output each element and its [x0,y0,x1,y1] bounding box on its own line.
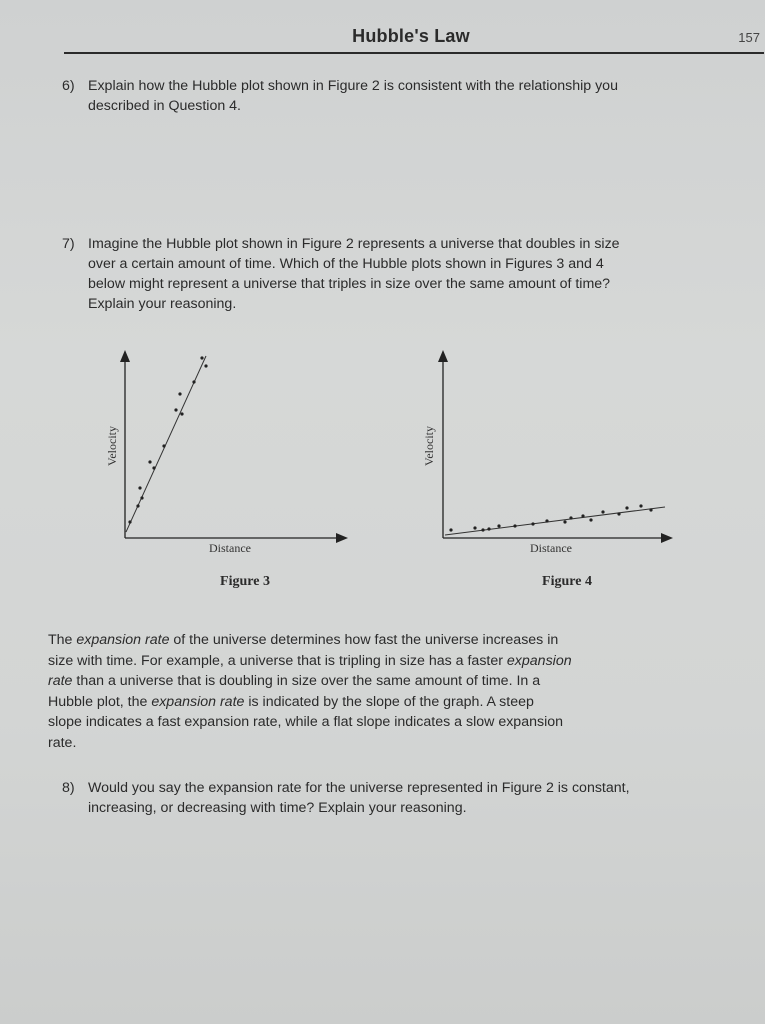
data-point [625,506,628,509]
data-point [138,486,141,489]
x-axis-arrow [336,533,348,543]
data-point [178,392,181,395]
data-point [473,526,476,529]
figure-caption: Figure 3 [220,574,270,589]
data-point [162,444,165,447]
question-number: 8) [62,780,75,796]
figure-3 [100,342,360,602]
trend-line [445,507,665,535]
data-point [148,460,151,463]
paragraph-line [48,651,748,672]
data-point [545,519,548,522]
question-line: Would you say the expansion rate for the universe represented in Figure 2 is constant, [88,780,630,796]
question-line: increasing, or decreasing with time? Explain your reasoning. [88,800,467,816]
data-point [589,518,592,521]
question-6 [62,76,742,116]
data-point [136,504,139,507]
question-line: Explain how the Hubble plot shown in Figure 2 is consistent with the relationship you [88,78,618,94]
data-point [513,524,516,527]
paragraph-line [48,671,748,692]
expansion-rate-paragraph [48,630,748,754]
data-point [200,356,203,359]
text-run: of the universe determines how fast the universe increases in [169,632,559,648]
x-axis-arrow [661,533,673,543]
x-axis-label: Distance [530,541,572,555]
y-axis-arrow [438,350,448,362]
data-point [531,522,534,525]
data-point [601,510,604,513]
question-line: Imagine the Hubble plot shown in Figure 2 represents a universe that doubles in size [88,236,620,252]
data-point [617,512,620,515]
question-line: below might represent a universe that triples in size over the same amount of time? [88,276,611,292]
data-point [639,504,642,507]
figure-4-plot [415,342,685,572]
paragraph-line [48,712,748,733]
figure-caption: Figure 4 [542,574,592,589]
question-7 [62,234,742,314]
page-header [64,24,764,54]
text-run: rate. [48,734,77,751]
question-line: over a certain amount of time. Which of the Hubble plots shown in Figures 3 and 4 [88,256,604,272]
data-point [569,516,572,519]
data-point [152,466,155,469]
term-italic: expansion rate [76,632,170,648]
text-run: size with time. For example, a universe that is tripling in size has a faster [48,652,507,669]
data-point [192,380,195,383]
data-point [649,508,652,511]
figure-4 [415,342,685,602]
y-axis-arrow [120,350,130,362]
data-point [581,514,584,517]
data-point [180,412,183,415]
question-number: 6) [62,78,75,94]
question-text [88,234,620,314]
text-run: than a universe that is doubling in size over the same amount of time. In a [72,673,541,690]
term-italic: expansion [506,652,572,669]
data-point [497,524,500,527]
data-point [204,364,207,367]
text-run: The [48,632,77,648]
question-line: described in Question 4. [88,98,242,114]
data-points [449,504,652,531]
term-italic: expansion rate [151,693,245,710]
question-text [88,76,618,116]
paragraph-line [48,630,748,651]
text-run: Hubble plot, the [48,693,152,710]
text-run: is indicated by the slope of the graph. A steep [244,693,534,710]
question-number: 7) [62,236,75,252]
data-point [481,528,484,531]
running-title: Hubble's Law [352,26,470,46]
y-axis-label: Velocity [105,426,119,466]
y-axis-label: Velocity [422,426,436,466]
data-point [487,527,490,530]
question-line: Explain your reasoning. [88,296,237,312]
question-text [88,778,630,818]
paragraph-line [48,692,748,713]
data-point [128,520,131,523]
data-point [563,520,566,523]
data-point [449,528,452,531]
paragraph-line [48,733,748,754]
text-run: slope indicates a fast expansion rate, while a flat slope indicates a slow expansion [48,714,563,731]
term-italic: rate [48,673,73,690]
data-point [140,496,143,499]
figure-3-plot [100,342,360,572]
data-point [174,408,177,411]
page-number: 157 [738,30,760,45]
x-axis-label: Distance [209,541,251,555]
question-8 [62,778,752,818]
